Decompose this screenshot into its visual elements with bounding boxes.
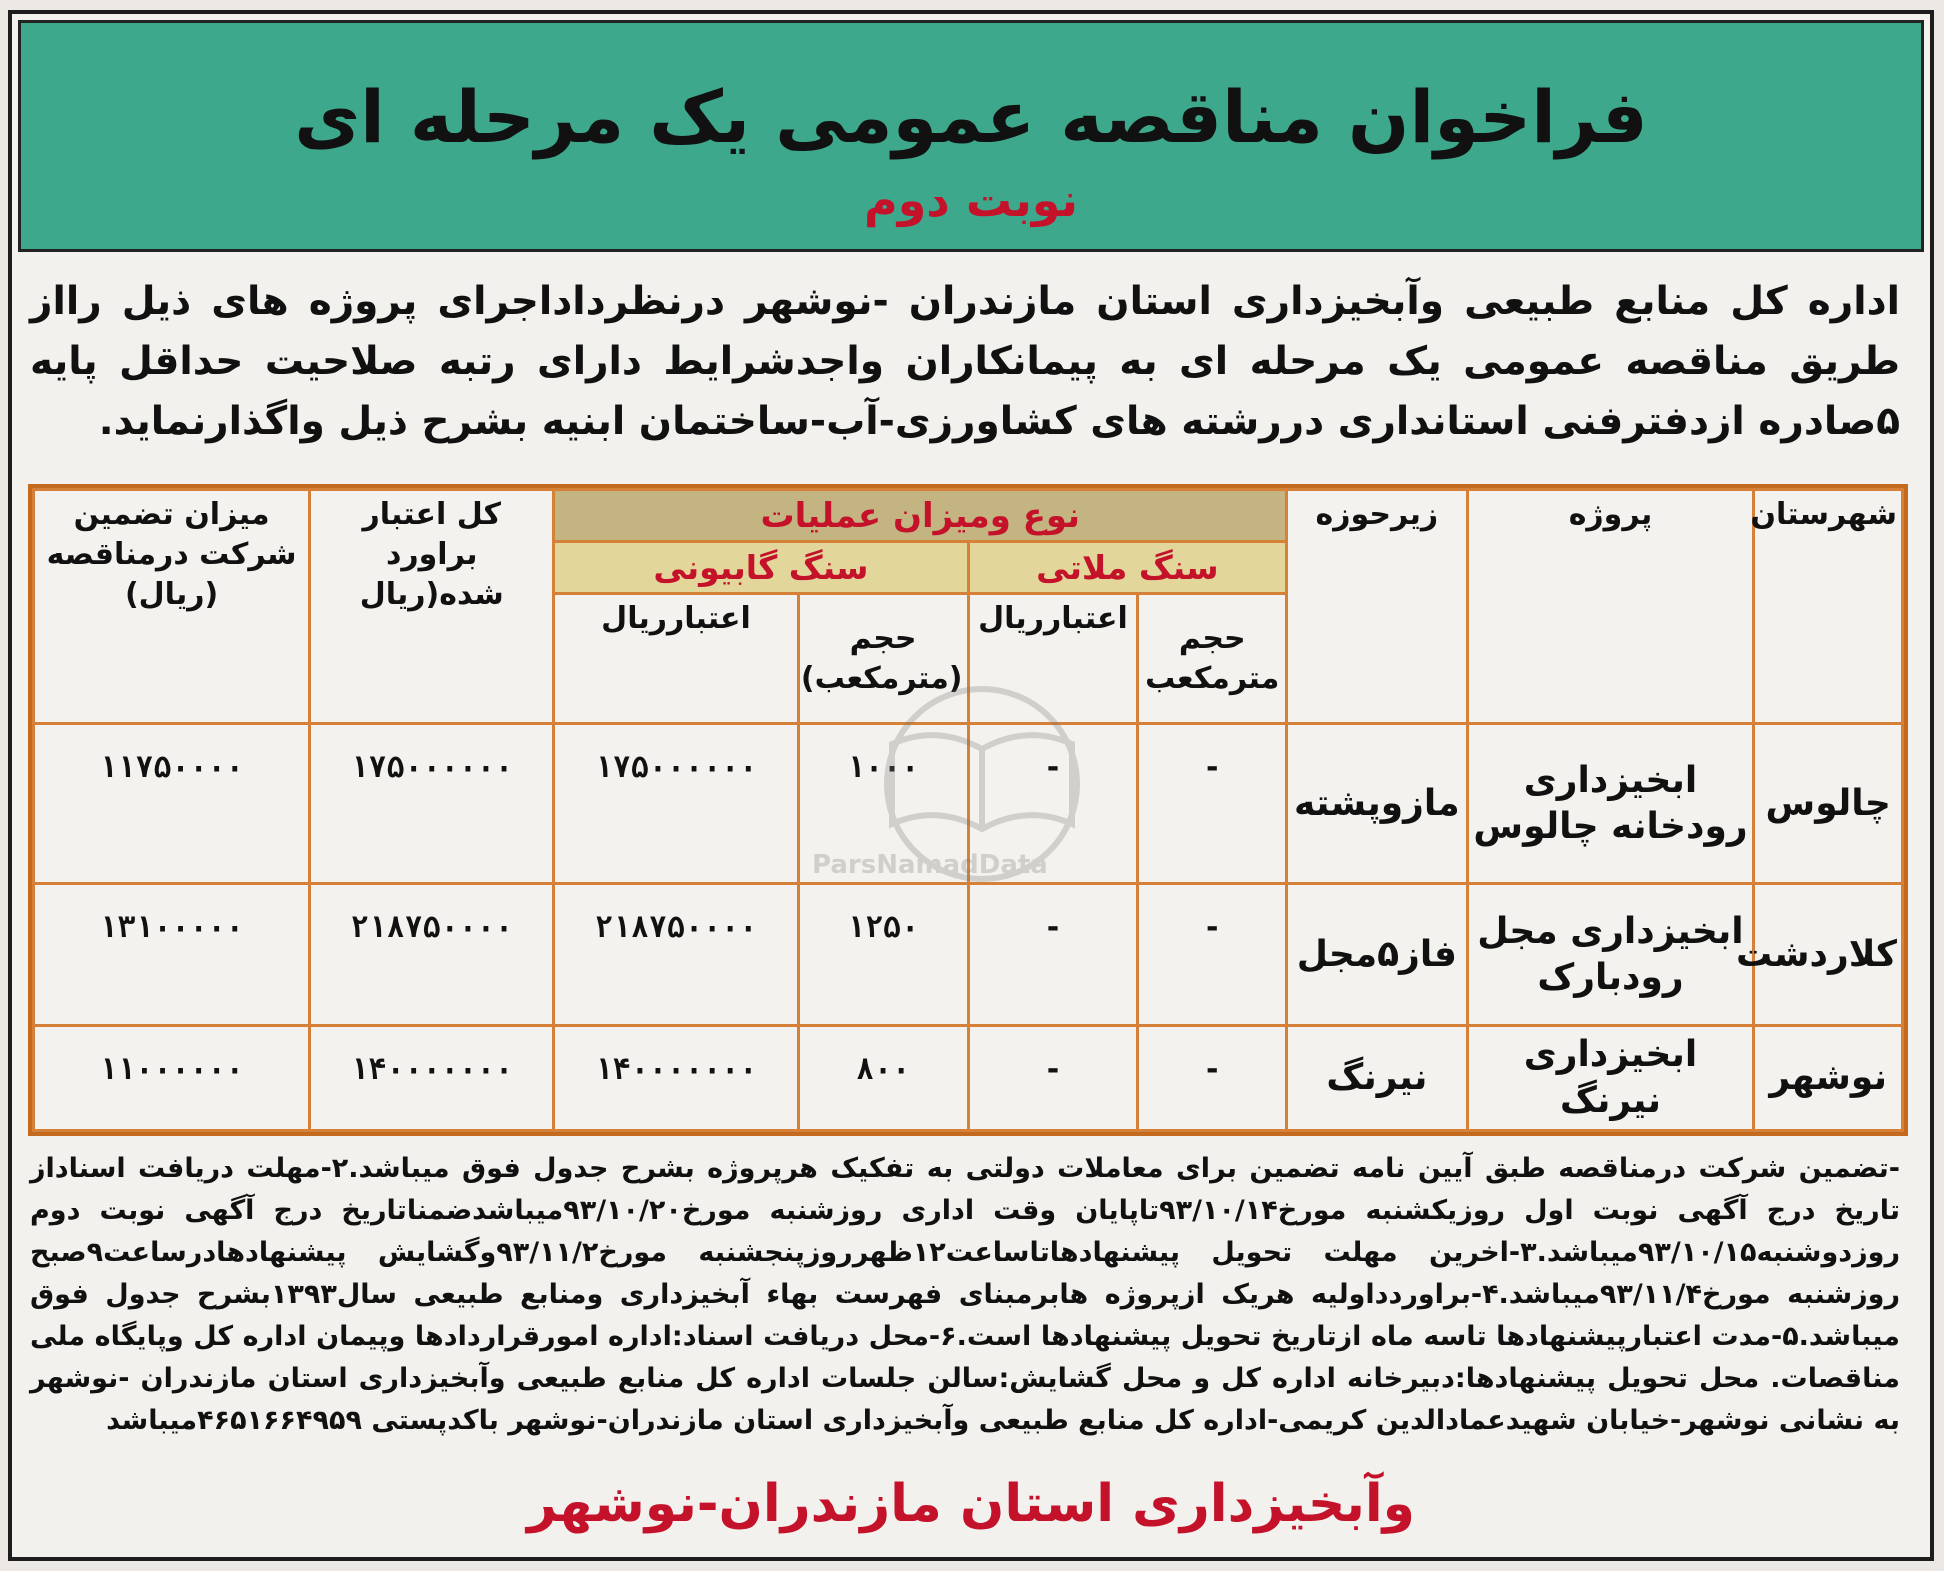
signature-line: وآبخیزداری استان مازندران-نوشهر (526, 1474, 1415, 1534)
row-city: چالوس (1754, 724, 1903, 884)
row-gabion-credit: ۲۱۸۷۵۰۰۰۰ (554, 884, 798, 1026)
header-gabion-volume: حجم (مترمکعب) (798, 594, 968, 724)
watermark-text: ParsNamadData (812, 850, 1048, 880)
row-mortar-volume: - (1138, 884, 1287, 1026)
header-mortar-stone: سنگ ملاتی (968, 542, 1287, 594)
row-gabion-credit: ۱۷۵۰۰۰۰۰۰ (554, 724, 798, 884)
projects-table (32, 488, 1904, 1132)
row-guarantee: ۱۱۷۵۰۰۰۰ (34, 724, 310, 884)
row-gabion-volume: ۸۰۰ (798, 1026, 968, 1131)
row-city: نوشهر (1754, 1026, 1903, 1131)
terms-paragraph: -تضمین شرکت درمناقصه طبق آیین نامه تضمین برای معاملات دولتی به تفکیک هرپروژه بشرح جدول فوق میباشد.۲-مهلت دریافت اسناداز تاریخ درج آگهی نوبت اول روزیکشنبه مورخ۹۳/۱۰/۱۴تاپایان وقت اداری روزشنبه مورخ۹۳/۱۰/۲۰میباشدضمناتاریخ درج آگهی نوبت دوم روزدوشنبه۹۳/۱۰/۱۵میباشد.۳-اخرین مهلت تحویل پیشنهادهاتاساعت۱۲ظهرروزپنجشنبه مورخ۹۳/۱۱/۲وگشایش پیشنهادهادرساعت۹صبح روزشنبه مورخ۹۳/۱۱/۴میباشد.۴-براوردداولیه هریک ازپروژه هابرمبنای فهرست بهاء آبخیزداری ومنابع طبیعی سال۱۳۹۳بشرح جدول فوق میباشد.۵-مدت اعتبارپیشنهادها تاسه ماه ازتاریخ تحویل پیشنهادها است.۶-محل دریافت اسناد:اداره امورقراردادها وپیمان اداره کل وپایگاه ملی مناقصات. محل تحویل پیشنهادها:دبیرخانه اداره کل و محل گشایش:سالن جلسات اداره کل منابع طبیعی وآبخیزداری استان مازندران -نوشهر به نشانی نوشهر-خیابان شهیدعمادالدین کریمی-اداره کل منابع طبیعی وآبخیزداری استان مازندران-نوشهر باکدپستی ۴۶۵۱۶۶۴۹۵۹میباشد (30, 1153, 1900, 1436)
header-total-credit: کل اعتبار براورد شده(ریال (310, 490, 554, 724)
header-project: پروژه (1467, 490, 1754, 724)
header-gabion-credit: اعتبارریال (554, 594, 798, 724)
row-total-credit: ۲۱۸۷۵۰۰۰۰ (310, 884, 554, 1026)
table-row (34, 724, 1903, 884)
table-row (34, 884, 1903, 1026)
row-project: ابخیزداری رودخانه چالوس (1467, 724, 1754, 884)
intro-paragraph: اداره کل منابع طبیعی وآبخیزداری استان مازندران -نوشهر درنظرداداجرای پروژه های ذیل رااز طریق مناقصه عمومی یک مرحله ای به پیمانکاران واجدشرایط دارای رتبه صلاحیت حداقل پایه ۵صادره ازدفترفنی استانداری دررشته های کشاورزی-آب-ساختمان ابنیه بشرح ذیل واگذارنماید. (30, 279, 1900, 444)
row-total-credit: ۱۴۰۰۰۰۰۰۰ (310, 1026, 554, 1131)
row-subbasin: مازوپشته (1287, 724, 1468, 884)
row-mortar-credit: - (968, 1026, 1138, 1131)
header-guarantee: میزان تضمین شرکت درمناقصه (ریال) (34, 490, 310, 724)
header-city: شهرستان (1754, 490, 1903, 724)
row-mortar-volume: - (1138, 724, 1287, 884)
row-gabion-credit: ۱۴۰۰۰۰۰۰۰ (554, 1026, 798, 1131)
table-row (34, 1026, 1903, 1131)
page-title: فراخوان مناقصه عمومی یک مرحله ای (294, 75, 1648, 159)
row-gabion-volume: ۱۰۰۰ (798, 724, 968, 884)
row-guarantee: ۱۳۱۰۰۰۰۰ (34, 884, 310, 1026)
row-project: ابخیزداری نیرنگ (1467, 1026, 1754, 1131)
header-subbasin: زیرحوزه (1287, 490, 1468, 724)
projects-table-container (28, 484, 1908, 1136)
row-subbasin: نیرنگ (1287, 1026, 1468, 1131)
header-mortar-credit: اعتبارریال (968, 594, 1138, 724)
header-operations: نوع ومیزان عملیات (554, 490, 1287, 542)
header-mortar-volume: حجم مترمکعب (1138, 594, 1287, 724)
page-subtitle: نوبت دوم (863, 173, 1078, 227)
row-mortar-credit: - (968, 724, 1138, 884)
row-guarantee: ۱۱۰۰۰۰۰۰ (34, 1026, 310, 1131)
tender-advertisement (8, 10, 1934, 1561)
header-banner (18, 20, 1924, 252)
row-mortar-credit: - (968, 884, 1138, 1026)
row-project: ابخیزداری مجل رودبارک (1467, 884, 1754, 1026)
row-gabion-volume: ۱۲۵۰ (798, 884, 968, 1026)
row-mortar-volume: - (1138, 1026, 1287, 1131)
row-subbasin: فاز۵مجل (1287, 884, 1468, 1026)
header-gabion-stone: سنگ گابیونی (554, 542, 968, 594)
row-city: کلاردشت (1754, 884, 1903, 1026)
row-total-credit: ۱۷۵۰۰۰۰۰۰ (310, 724, 554, 884)
